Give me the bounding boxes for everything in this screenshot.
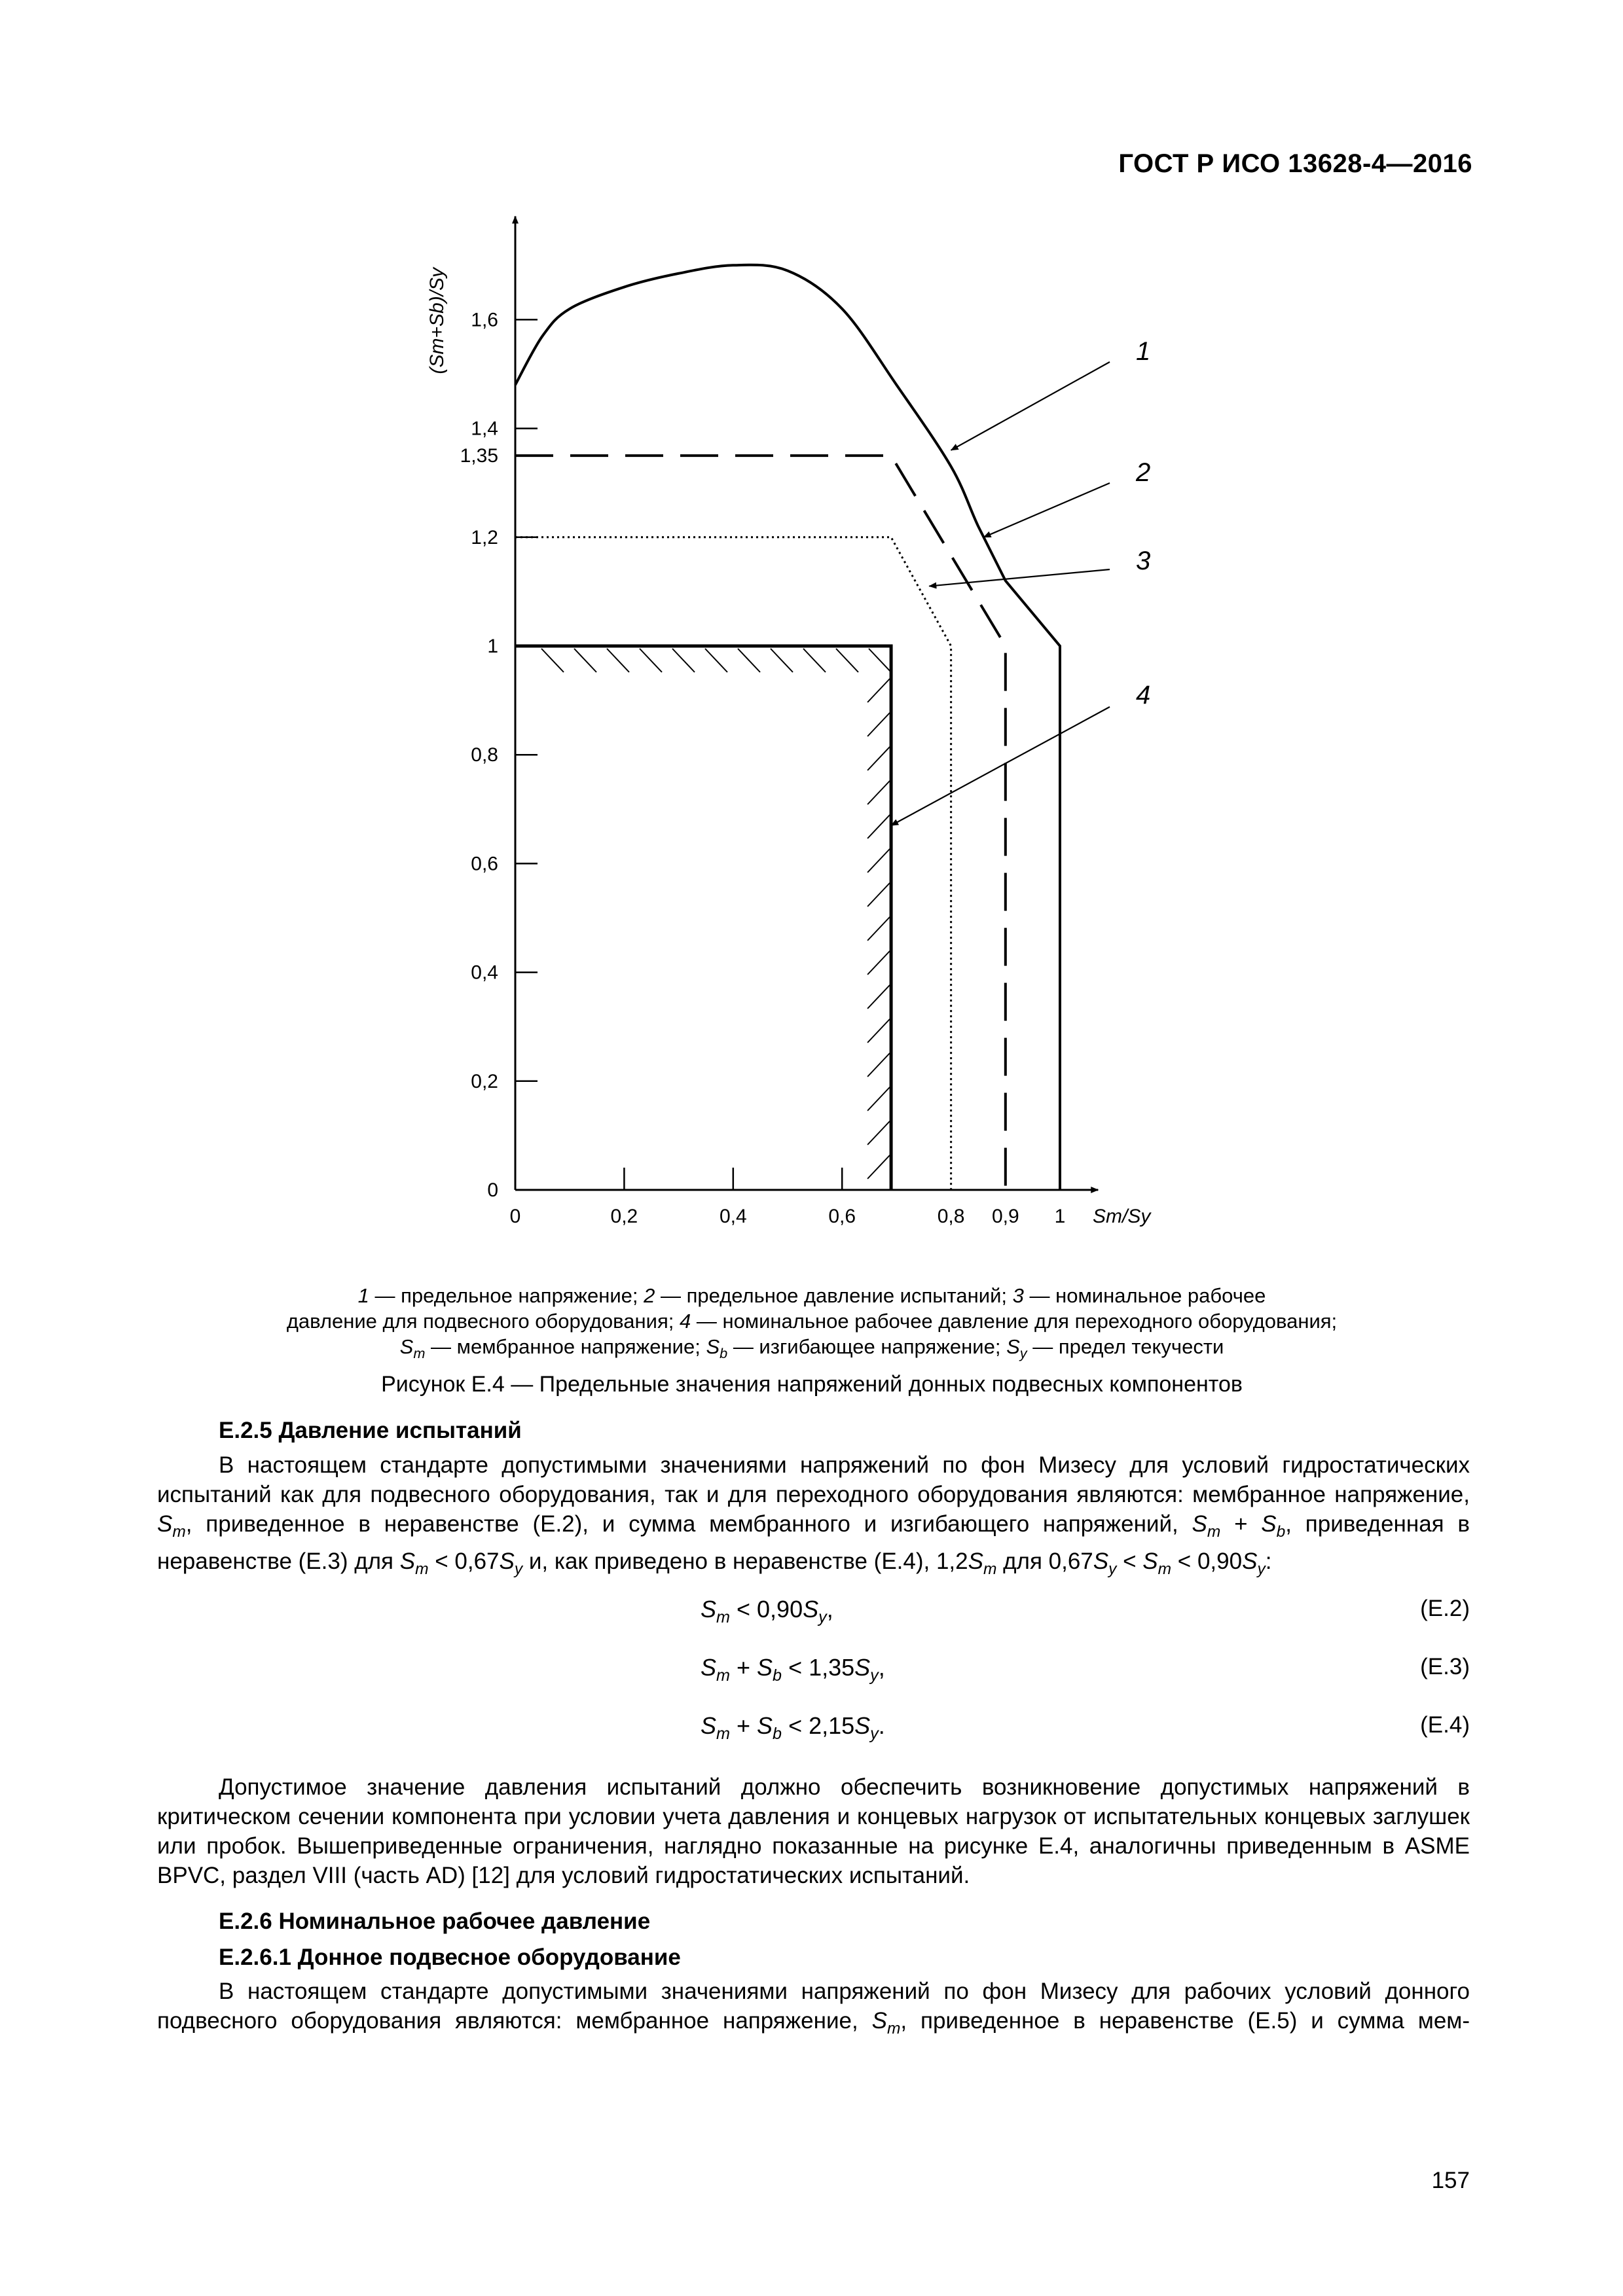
equation-number-e2: (E.2) bbox=[1420, 1596, 1470, 1621]
callout-arrow-1 bbox=[951, 362, 1110, 450]
hatch-line bbox=[867, 713, 890, 736]
x-axis-label: Sm/Sy bbox=[1093, 1206, 1151, 1227]
hatch-line bbox=[867, 849, 890, 872]
series-2-line bbox=[515, 456, 1006, 1190]
hatch-line bbox=[672, 649, 695, 672]
y-axis-label: (Sm+Sb)/Sy bbox=[426, 267, 448, 374]
x-tick-label: 0,8 bbox=[937, 1206, 965, 1227]
y-tick-label: 1 bbox=[487, 636, 498, 657]
hatch-line bbox=[803, 649, 826, 672]
hatch-line bbox=[869, 649, 891, 672]
x-tick-label: 0,2 bbox=[610, 1206, 638, 1227]
y-tick-label: 1,6 bbox=[471, 309, 498, 331]
y-tick-label: 0,8 bbox=[471, 744, 498, 766]
figure-legend bbox=[196, 1283, 1427, 1366]
legend-line-2: давление для подвесного оборудования; 4 — номинальное рабочее давление для переходного оборудования; bbox=[286, 1310, 1338, 1333]
paragraph-2-text: Допустимое значение давления испытаний должно обеспечить возникновение допустимых напряжений в критическом сечении компонента при условии учета давления и концевых нагрузок от испытательных концевых заглушек или пробок. Вышеприведенные ограничения, наглядно показанные на рисунке Е.4, аналогичны приведенным в ASME BPVC, раздел VIII (часть AD) [12] для условий гидростатических испытаний. bbox=[157, 1774, 1470, 1888]
hatch-line bbox=[867, 1019, 890, 1043]
hatch-line bbox=[607, 649, 629, 672]
chart-series bbox=[515, 265, 1060, 1190]
heading-e25: Е.2.5 Давление испытаний bbox=[219, 1418, 522, 1443]
hatch-line bbox=[867, 781, 890, 804]
hatch-line bbox=[867, 917, 890, 941]
hatch-line bbox=[867, 1053, 890, 1077]
legend-line-3: $S_m$ — мембранное напряжение; $S_b$ — изгибающее напряжение; $S_y$ — предел текучести bbox=[399, 1335, 1224, 1362]
page-number: 157 bbox=[1431, 2168, 1470, 2193]
series-1-line bbox=[515, 265, 1060, 1190]
hatch-line bbox=[640, 649, 662, 672]
equation-e2: $S_m < 0,90S_y$, bbox=[701, 1596, 833, 1627]
paragraph-2 bbox=[157, 1772, 1470, 1890]
x-tick-label: 0 bbox=[509, 1206, 521, 1227]
hatch-line bbox=[867, 951, 890, 975]
hatch-line bbox=[867, 1155, 890, 1179]
hatch-line bbox=[574, 649, 596, 672]
paragraph-e25-text: В настоящем стандарте допустимыми значениями напряжений по фон Мизесу для условий гидростатических испытаний как для подвесного оборудования, так и для переходного оборудования являются: мембранное напряжение, $S_m$, приведенное в неравенстве (Е.2), и сумма мембранного и изгибающего напряжений, $S_m + S_b$, приведенная в неравенстве (Е.3) для $S_m < 0,67S_y$ и, как приведено в неравенстве (Е.4), $1,2S_m$ для $0,67S_y < S_m < 0,90S_y$: bbox=[157, 1452, 1470, 1578]
hatch-line bbox=[836, 649, 858, 672]
x-tick-label: 0,6 bbox=[828, 1206, 856, 1227]
equation-e4: $S_m + S_b < 2,15S_y$. bbox=[701, 1712, 885, 1744]
chart-axes bbox=[515, 217, 1098, 1190]
y-tick-label: 0,2 bbox=[471, 1070, 498, 1092]
callout-arrow-2 bbox=[984, 483, 1110, 537]
figure-caption: Рисунок E.4 — Предельные значения напряжений донных подвесных компонентов bbox=[381, 1372, 1243, 1397]
hatch-line bbox=[771, 649, 793, 672]
callout-arrow-3 bbox=[929, 569, 1110, 586]
x-tick-label: 0,4 bbox=[719, 1206, 747, 1227]
callout-arrow-4 bbox=[891, 707, 1110, 825]
x-tick-label: 0,9 bbox=[991, 1206, 1019, 1227]
callout-label-1: 1 bbox=[1136, 337, 1151, 366]
equation-e3: $S_m + S_b < 1,35S_y$, bbox=[701, 1654, 885, 1685]
hatch-line bbox=[867, 815, 890, 838]
y-tick-label: 1,2 bbox=[471, 526, 498, 548]
hatch-marks bbox=[541, 649, 891, 1179]
hatch-line bbox=[867, 679, 890, 702]
x-tick-label: 1 bbox=[1054, 1206, 1066, 1227]
heading-e26: Е.2.6 Номинальное рабочее давление bbox=[219, 1909, 651, 1934]
callout-label-2: 2 bbox=[1136, 458, 1151, 487]
series-4-line bbox=[515, 646, 891, 1190]
y-tick-label: 1,35 bbox=[460, 445, 498, 467]
hatch-line bbox=[705, 649, 727, 672]
paragraph-e25 bbox=[157, 1450, 1470, 1584]
hatch-line bbox=[867, 1121, 890, 1145]
hatch-line bbox=[541, 649, 564, 672]
paragraph-e261-text: В настоящем стандарте допустимыми значениями напряжений по фон Мизесу для рабочих условий донного подвесного оборудования являются: мембранное напряжение, $S_m$, приведенное в неравенстве (Е.5) и сумма мем- bbox=[157, 1979, 1470, 2037]
callout-label-3: 3 bbox=[1136, 547, 1151, 575]
equation-number-e3: (E.3) bbox=[1420, 1654, 1470, 1679]
hatch-line bbox=[867, 1087, 890, 1111]
heading-e261: Е.2.6.1 Донное подвесное оборудование bbox=[219, 1945, 681, 1970]
hatch-line bbox=[867, 985, 890, 1009]
legend-line-1: 1 — предельное напряжение; 2 — предельное давление испытаний; 3 — номинальное рабочее bbox=[357, 1284, 1266, 1307]
y-tick-label: 1,4 bbox=[471, 418, 498, 440]
y-tick-label: 0,6 bbox=[471, 853, 498, 875]
paragraph-e261 bbox=[157, 1977, 1470, 2043]
hatch-line bbox=[867, 747, 890, 770]
hatch-line bbox=[738, 649, 760, 672]
y-tick-label: 0 bbox=[487, 1179, 498, 1201]
callout-label-4: 4 bbox=[1136, 681, 1151, 709]
document-header: ГОСТ Р ИСО 13628-4—2016 bbox=[1118, 149, 1472, 178]
equation-number-e4: (E.4) bbox=[1420, 1712, 1470, 1738]
chart-labels bbox=[426, 266, 1152, 1227]
hatch-line bbox=[867, 883, 890, 906]
y-tick-label: 0,4 bbox=[471, 961, 498, 984]
